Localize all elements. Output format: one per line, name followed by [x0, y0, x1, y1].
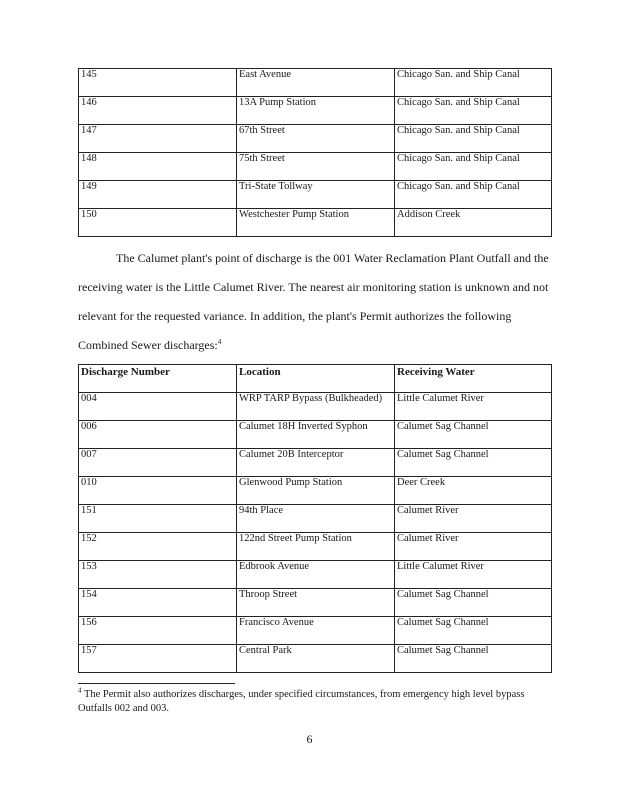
- table-row: [79, 209, 552, 237]
- location-cell: Tri-State Tollway: [237, 181, 395, 209]
- receiving-water-cell: Chicago San. and Ship Canal: [395, 125, 552, 153]
- table-row: [79, 617, 552, 645]
- table-row: [79, 421, 552, 449]
- receiving-water-cell: Little Calumet River: [395, 393, 552, 421]
- receiving-water-cell: Calumet River: [395, 505, 552, 533]
- location-cell: Westchester Pump Station: [237, 209, 395, 237]
- receiving-water-cell: Calumet Sag Channel: [395, 645, 552, 673]
- number-cell: 152: [79, 533, 237, 561]
- table-header-row: [79, 365, 552, 393]
- table-row: [79, 181, 552, 209]
- location-cell: 122nd Street Pump Station: [237, 533, 395, 561]
- location-cell: 13A Pump Station: [237, 97, 395, 125]
- number-cell: 153: [79, 561, 237, 589]
- receiving-water-cell: Chicago San. and Ship Canal: [395, 97, 552, 125]
- header-discharge-number: Discharge Number: [79, 365, 237, 393]
- footnote-number: 4: [78, 686, 82, 695]
- number-cell: 010: [79, 477, 237, 505]
- number-cell: 157: [79, 645, 237, 673]
- combined-sewer-discharge-table: [78, 364, 552, 673]
- receiving-water-cell: Deer Creek: [395, 477, 552, 505]
- location-cell: Glenwood Pump Station: [237, 477, 395, 505]
- outfall-table-body: [79, 69, 552, 237]
- footnote-text: The Permit also authorizes discharges, under specified circumstances, from emergency high level bypass Outfalls 002 and 003.: [78, 689, 525, 714]
- receiving-water-cell: Chicago San. and Ship Canal: [395, 181, 552, 209]
- receiving-water-cell: Calumet Sag Channel: [395, 421, 552, 449]
- table-row: [79, 645, 552, 673]
- number-cell: 004: [79, 393, 237, 421]
- receiving-water-cell: Calumet Sag Channel: [395, 617, 552, 645]
- table-row: [79, 449, 552, 477]
- table-row: [79, 589, 552, 617]
- table-row: [79, 393, 552, 421]
- discharge-table-body: [79, 393, 552, 673]
- table-row: [79, 153, 552, 181]
- receiving-water-cell: Little Calumet River: [395, 561, 552, 589]
- footnote-reference: 4: [217, 338, 222, 346]
- number-cell: 151: [79, 505, 237, 533]
- table-row: [79, 97, 552, 125]
- table-row: [79, 561, 552, 589]
- header-receiving-water: Receiving Water: [395, 365, 552, 393]
- paragraph-text: The Calumet plant's point of discharge is the 001 Water Reclamation Plant Outfall and the receiving water is the Little Calumet River. The nearest air monitoring station is unknown and not relevant for the requested variance. In addition, the plant's Permit authorizes the following Combined Sewer discharges:: [78, 251, 549, 352]
- receiving-water-cell: Calumet Sag Channel: [395, 589, 552, 617]
- header-location: Location: [237, 365, 395, 393]
- number-cell: 156: [79, 617, 237, 645]
- table-row: [79, 69, 552, 97]
- footnote-divider: [78, 683, 235, 684]
- receiving-water-cell: Chicago San. and Ship Canal: [395, 69, 552, 97]
- location-cell: Edbrook Avenue: [237, 561, 395, 589]
- discharge-paragraph: [78, 244, 551, 360]
- receiving-water-cell: Calumet Sag Channel: [395, 449, 552, 477]
- receiving-water-cell: Calumet River: [395, 533, 552, 561]
- footnote: [78, 688, 551, 716]
- location-cell: 75th Street: [237, 153, 395, 181]
- table-row: [79, 505, 552, 533]
- number-cell: 145: [79, 69, 237, 97]
- number-cell: 148: [79, 153, 237, 181]
- location-cell: Francisco Avenue: [237, 617, 395, 645]
- number-cell: 146: [79, 97, 237, 125]
- location-cell: Calumet 20B Interceptor: [237, 449, 395, 477]
- receiving-water-cell: Addison Creek: [395, 209, 552, 237]
- number-cell: 007: [79, 449, 237, 477]
- location-cell: Throop Street: [237, 589, 395, 617]
- location-cell: Calumet 18H Inverted Syphon: [237, 421, 395, 449]
- number-cell: 154: [79, 589, 237, 617]
- location-cell: WRP TARP Bypass (Bulkheaded): [237, 393, 395, 421]
- number-cell: 149: [79, 181, 237, 209]
- receiving-water-cell: Chicago San. and Ship Canal: [395, 153, 552, 181]
- number-cell: 150: [79, 209, 237, 237]
- outfall-table-continued: [78, 68, 552, 237]
- location-cell: Central Park: [237, 645, 395, 673]
- number-cell: 147: [79, 125, 237, 153]
- table-row: [79, 533, 552, 561]
- location-cell: 67th Street: [237, 125, 395, 153]
- page-number: 6: [306, 732, 313, 746]
- location-cell: East Avenue: [237, 69, 395, 97]
- table-row: [79, 477, 552, 505]
- number-cell: 006: [79, 421, 237, 449]
- table-row: [79, 125, 552, 153]
- location-cell: 94th Place: [237, 505, 395, 533]
